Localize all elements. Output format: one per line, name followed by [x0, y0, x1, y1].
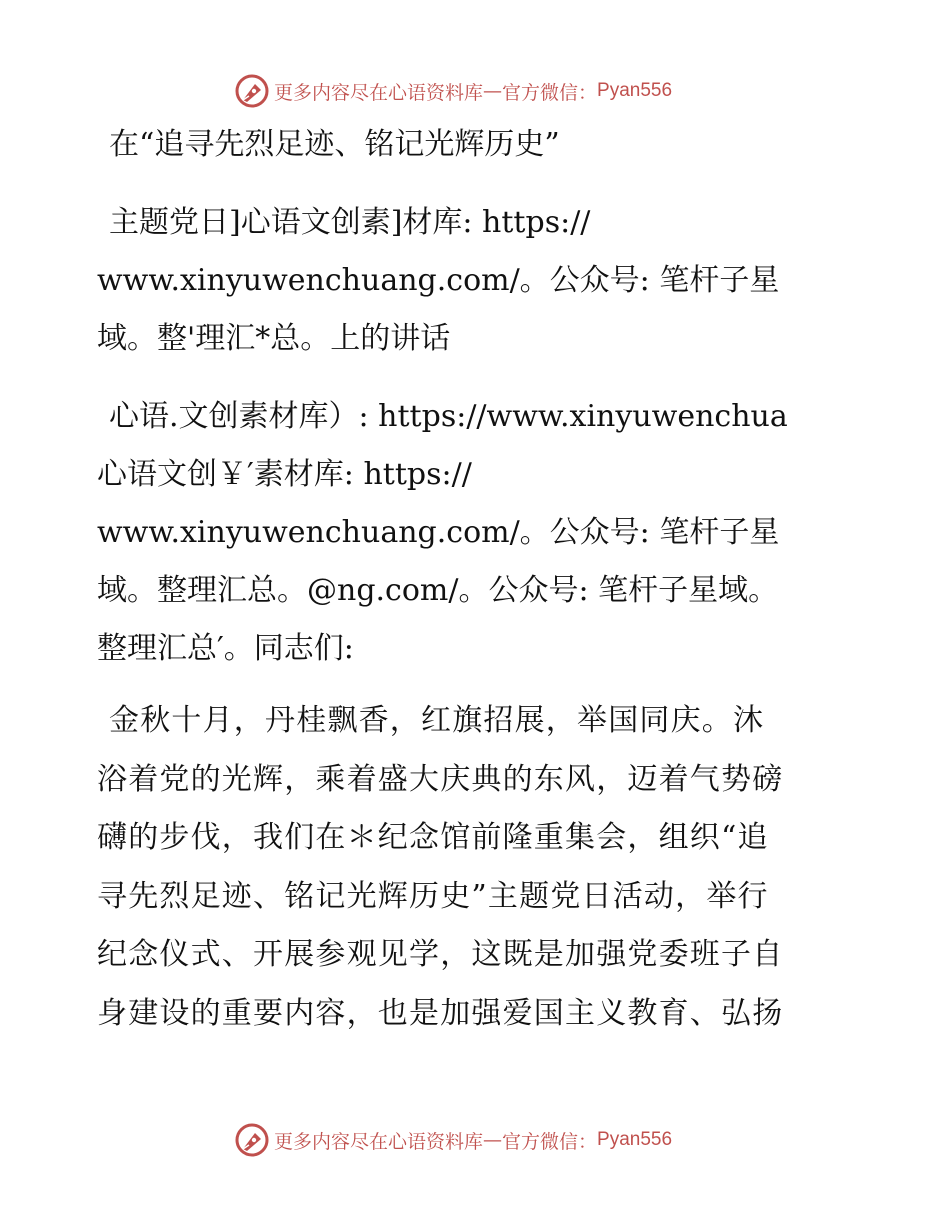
- pen-nib-logo-icon: [234, 73, 270, 109]
- text-line: 身建设的重要内容，也是加强爱国主义教育、弘扬: [97, 995, 784, 1031]
- text-line: www.xinyuwenchuang.com/。公众号: 笔杆子星: [97, 515, 780, 550]
- pen-nib-logo-icon: [234, 1122, 270, 1158]
- document-body: [97, 116, 857, 1043]
- banner-dash: —: [483, 1129, 503, 1151]
- banner-wechat-id: Pyan556: [597, 80, 673, 101]
- text-line: 域。整'理汇*总。上的讲话: [97, 321, 451, 356]
- text-line: 纪念仪式、开展参观见学，这既是加强党委班子自: [97, 937, 784, 972]
- text-line: 浴着党的光辉，乘着盛大庆典的东风，迈着气势磅: [97, 761, 784, 797]
- banner-wechat-label: 官方微信：: [502, 81, 598, 104]
- header-banner: [234, 71, 754, 111]
- text-line: 心语文创￥′素材库: https://: [97, 457, 472, 492]
- paragraph-3: [97, 692, 857, 1043]
- banner-dash: —: [483, 80, 503, 102]
- text-line: 礴的步伐，我们在＊纪念馆前隆重集会，组织“追: [97, 820, 769, 855]
- footer-banner: [234, 1120, 754, 1160]
- banner-wechat-id: Pyan556: [597, 1129, 673, 1150]
- text-line: 域。整理汇总。@ng.com/。公众号: 笔杆子星域。: [97, 573, 779, 608]
- text-line: www.xinyuwenchuang.com/。公众号: 笔杆子星: [97, 263, 780, 298]
- banner-wechat-label: 官方微信：: [502, 1130, 598, 1153]
- text-line: 整理汇总′。同志们:: [97, 631, 354, 666]
- title-line: 在“追寻先烈足迹、铭记光辉历史”: [109, 127, 560, 162]
- title-paragraph: [97, 116, 857, 174]
- text-line: 心语.文创素材库）: https://www.xinyuwenchua: [109, 399, 788, 434]
- paragraph-1: [97, 194, 857, 368]
- banner-text: 更多内容尽在心语资料库: [274, 81, 484, 104]
- text-line: 主题党日]心语文创素]材库: https://: [109, 205, 591, 240]
- text-line: 寻先烈足迹、铭记光辉历史”主题党日活动，举行: [97, 878, 769, 914]
- banner-text: 更多内容尽在心语资料库: [274, 1130, 484, 1153]
- text-line: 金秋十月，丹桂飘香，红旗招展，举国同庆。沐: [109, 703, 765, 738]
- paragraph-2: [97, 388, 857, 678]
